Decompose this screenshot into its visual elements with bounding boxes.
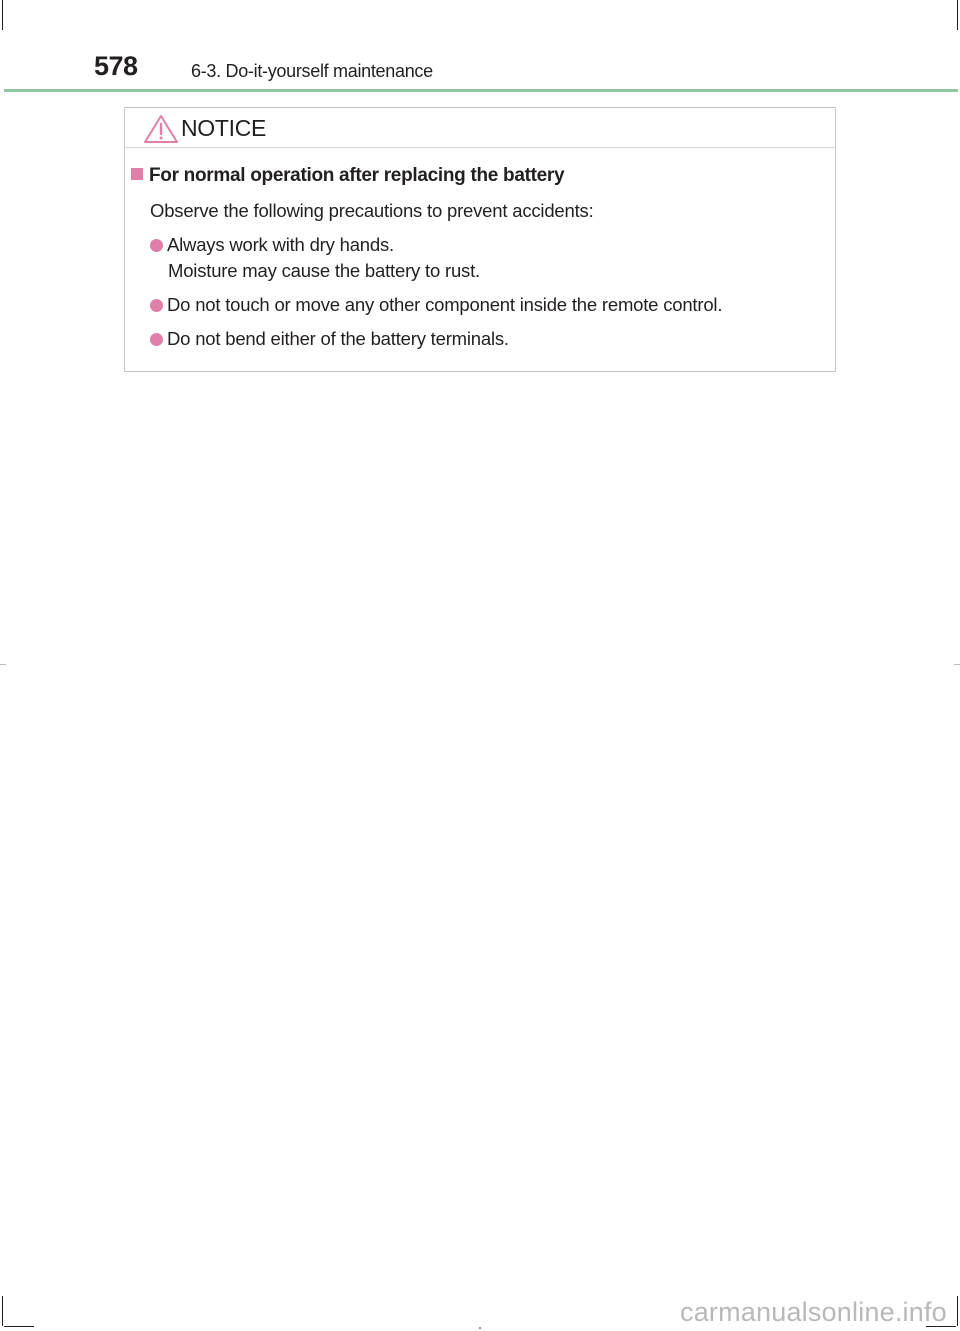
notice-box	[124, 107, 836, 372]
list-item-text: Do not bend either of the battery terminals.	[167, 328, 509, 349]
notice-intro: Observe the following precautions to prevent accidents:	[150, 200, 594, 221]
side-tick-right	[954, 664, 960, 665]
bullet-dot-icon	[150, 333, 163, 346]
crop-mark-bottom-right	[957, 1296, 958, 1326]
notice-subheading	[131, 164, 564, 188]
bullet-dot-icon	[150, 299, 163, 312]
list-item-text: Do not touch or move any other component inside the remote control.	[167, 294, 723, 315]
list-item	[150, 292, 722, 318]
header-rule	[4, 89, 958, 92]
page-number: 578	[94, 51, 138, 81]
notice-header	[125, 108, 835, 148]
page-header	[0, 0, 960, 96]
side-tick-left	[0, 664, 6, 665]
list-item-text: Always work with dry hands.	[167, 234, 394, 255]
crop-mark-bottom-left	[2, 1296, 3, 1326]
warning-triangle-icon	[143, 114, 179, 144]
notice-subheading-text: For normal operation after replacing the battery	[149, 165, 565, 186]
bullet-dot-icon	[150, 239, 163, 252]
bottom-tick	[479, 1327, 481, 1329]
list-item	[150, 326, 509, 352]
list-item	[150, 232, 480, 284]
notice-title: NOTICE	[181, 115, 267, 141]
section-title: 6-3. Do-it-yourself maintenance	[191, 61, 433, 81]
crop-mark-bottom-left-h	[4, 1326, 34, 1327]
list-item-detail: Moisture may cause the battery to rust.	[168, 260, 480, 281]
watermark: carmanualsonline.info	[680, 1297, 947, 1327]
square-bullet-icon	[131, 168, 143, 180]
